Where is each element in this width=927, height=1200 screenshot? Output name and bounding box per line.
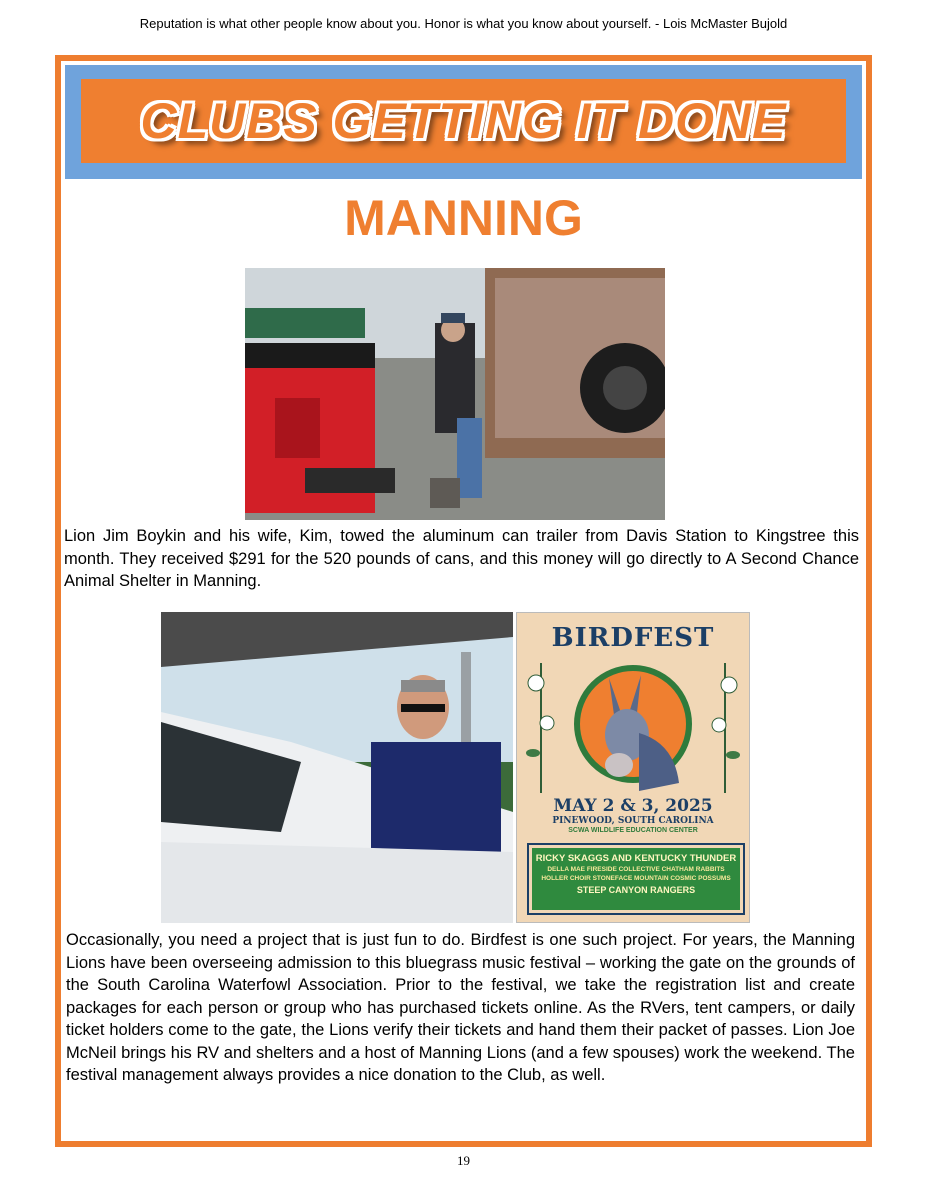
donkey-icon: [579, 673, 689, 793]
photo-gate-volunteer: [161, 612, 513, 923]
poster-lineup-1: DELLA MAE FIRESIDE COLLECTIVE CHATHAM RABBITS: [547, 866, 725, 873]
header-quote: Reputation is what other people know about you. Honor is what you know about yourself. - Lois McMaster Bujold: [139, 16, 788, 31]
paragraph-can-trailer: Lion Jim Boykin and his wife, Kim, towed the aluminum can trailer from Davis Station to Kingstree this month. They received $291 for the 520 pounds of cans, and this money will go directly to A Second Chance Animal Shelter in Manning.: [64, 527, 859, 590]
poster-lineup-box: [529, 845, 743, 913]
section-banner: [65, 65, 862, 179]
club-title: MANNING: [344, 190, 583, 246]
photo-can-trailer: [245, 268, 665, 520]
poster-title: BIRDFEST: [551, 623, 715, 653]
page-number: 19: [457, 1153, 470, 1168]
poster-headliner: RICKY SKAGGS AND KENTUCKY THUNDER: [535, 853, 737, 864]
poster-lineup-2: HOLLER CHOIR STONEFACE MOUNTAIN COSMIC POSSUMS: [541, 875, 731, 882]
left-flower-icon: [521, 663, 561, 793]
birdfest-poster: [516, 612, 750, 923]
gate-volunteer-scene: [161, 612, 513, 923]
can-trailer-scene: [245, 268, 665, 520]
poster-closer: STEEP CANYON RANGERS: [576, 885, 696, 895]
banner-title: CLUBS GETTING IT DONE: [140, 93, 787, 149]
banner-inner: [81, 79, 846, 163]
right-flower-icon: [705, 663, 745, 793]
poster-location: PINEWOOD, SOUTH CAROLINA: [552, 816, 714, 826]
poster-venue: SCWA WILDLIFE EDUCATION CENTER: [568, 827, 698, 834]
poster-date: MAY 2 & 3, 2025: [553, 796, 713, 816]
paragraph-birdfest: Occasionally, you need a project that is just fun to do. Birdfest is one such project. For years, the Manning Lions have been overseeing admission to this bluegrass music festival – working the gate on the grounds of the South Carolina Waterfowl Association. Prior to the festival, we take the registration list and create packages for each person or group who has purchased tickets online. As the RVers, tent campers, or daily ticket holders come to the gate, the Lions verify their tickets and hand them their packet of passes. Lion Joe McNeil brings his RV and shelters and a host of Manning Lions (and a few spouses) work the weekend. The festival management always provides a nice donation to the Club, as well.: [66, 931, 855, 1084]
